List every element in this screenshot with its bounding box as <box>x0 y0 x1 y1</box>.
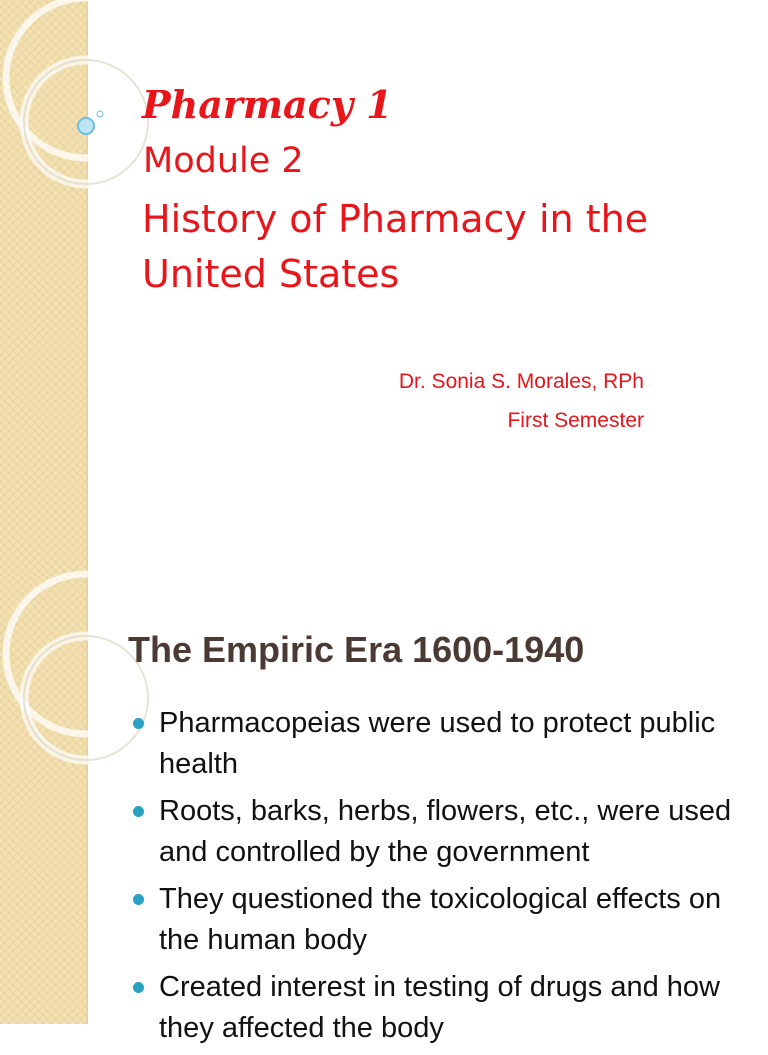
round-bullet-icon <box>133 718 144 729</box>
semester-label: First Semester <box>507 409 644 432</box>
round-bullet-icon <box>133 806 144 817</box>
bullet-text: They questioned the toxicological effects on the human body <box>159 883 722 956</box>
rings-decoration-icon <box>0 576 120 816</box>
bullet-text: Created interest in testing of drugs and how they affected the body <box>159 971 720 1044</box>
bullet-text: Roots, barks, herbs, flowers, etc., were used and controlled by the government <box>159 795 732 868</box>
bullet-item <box>130 879 740 961</box>
bullet-item <box>130 703 740 785</box>
slide-heading: The Empiric Era 1600-1940 <box>128 629 585 670</box>
author-name: Dr. Sonia S. Morales, RPh <box>398 370 644 393</box>
round-bullet-icon <box>133 982 144 993</box>
content-slide <box>0 576 768 1044</box>
topic-title: History of Pharmacy in the United States <box>142 197 649 296</box>
round-bullet-icon <box>133 894 144 905</box>
course-title: Pharmacy 1 <box>142 82 393 127</box>
bullet-list <box>130 703 740 1055</box>
bullet-item <box>130 967 740 1049</box>
rings-decoration-icon <box>0 0 120 240</box>
bullet-item <box>130 791 740 873</box>
bullet-text: Pharmacopeias were used to protect public health <box>159 707 716 780</box>
module-label: Module 2 <box>143 141 304 181</box>
